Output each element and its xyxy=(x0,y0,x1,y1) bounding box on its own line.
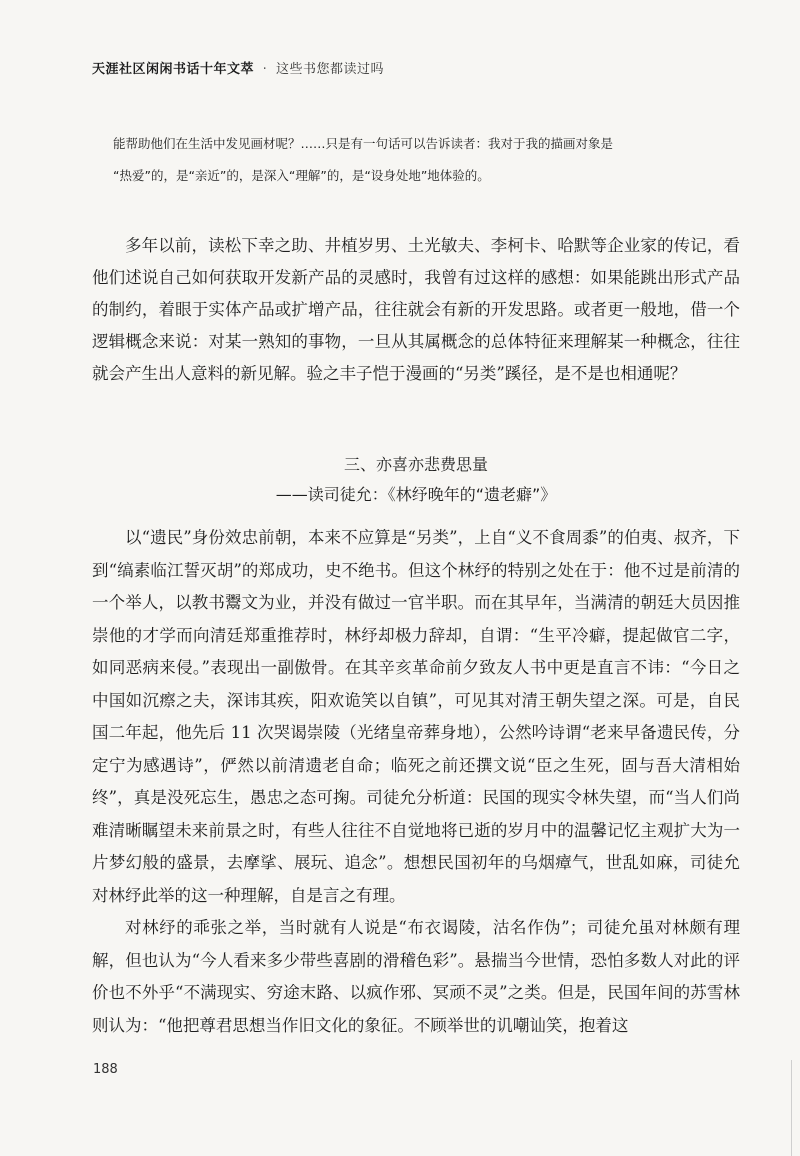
book-title: 天涯社区闲闲书话十年文萃 xyxy=(92,62,255,77)
header-separator: · xyxy=(262,62,268,77)
section-title: 三、亦喜亦悲费思量 xyxy=(343,455,488,474)
quote-line: 能帮助他们在生活中发见画材呢？……只是有一句话可以告诉读者：我对于我的描画对象是 xyxy=(113,136,614,151)
body-paragraph: 以“遗民”身份效忠前朝，本来不应算是“另类”，上自“义不食周黍”的伯夷、叔齐，下到“缟素临江誓灭胡”的郑成功，史不绝书。但这个林纾的特别之处在于：他不过是前清的一个举人，以教书鬻文为业，并没有做过一官半职。而在其早年，当满清的朝廷大员因推崇他的才学而向清廷郑重推荐时，林纾却极力辞却，自谓：“生平冷癖，提起做官二字，如同恶病来侵。”表现出一副傲骨。在其辛亥革命前夕致友人书中更是直言不讳：“今日之中国如沉瘵之夫，深讳其疾，阳欢诡笑以自镇”，可见其对清王朝失望之深。可是，自民国二年起，他先后 11 次哭谒崇陵（光绪皇帝葬身地），公然吟诗谓“老来早备遗民传，分定宁为感遇诗”，俨然以前清遗老自命；临死之前还撰文说“臣之生死，固与吾大清相始终”，真是没死忘生，愚忠之态可掬。司徒允分析道：民国的现实令林失望，而“当人们尚难清晰瞩望未来前景之时，有些人往往不自觉地将已逝的岁月中的温馨记忆主观扩大为一片梦幻般的盛景，去摩挲、展玩、追念”。想想民国初年的乌烟瘴气，世乱如麻，司徒允对林纾此举的这一种理解，自是言之有理。 xyxy=(92,528,740,905)
book-subtitle: 这些书您都读过吗 xyxy=(275,62,384,77)
section-heading xyxy=(92,450,740,510)
running-header xyxy=(92,58,384,77)
section-subtitle: ——读司徒允：《林纾晚年的“遗老癖”》 xyxy=(275,485,557,504)
scan-edge-divider xyxy=(791,1060,792,1156)
page-number: 188 xyxy=(93,1062,118,1077)
intro-paragraph: 多年以前，读松下幸之助、井植岁男、土光敏夫、李柯卡、哈默等企业家的传记，看他们述说自己如何获取开发新产品的灵感时，我曾有过这样的感想：如果能跳出形式产品的制约，着眼于实体产品或扩增产品，往往就会有新的开发思路。或者更一般地，借一个逻辑概念来说：对某一熟知的事物，一旦从其属概念的总体特征来理解某一种概念，往往就会产生出人意料的新见解。验之丰子恺于漫画的“另类”蹊径，是不是也相通呢？ xyxy=(92,236,740,383)
quote-line: “热爱”的，是“亲近”的，是深入“理解”的，是“设身处地”地体验的。 xyxy=(113,168,490,183)
block-quote xyxy=(113,128,713,192)
section-body xyxy=(92,522,740,1042)
body-paragraph: 对林纾的乖张之举，当时就有人说是“布衣谒陵，沽名作伪”；司徒允虽对林颇有理解，但也认为“今人看来多少带些喜剧的滑稽色彩”。悬揣当今世情，恐怕多数人对此的评价也不外乎“不满现实、穷途末路、以疯作邪、冥顽不灵”之类。但是，民国年间的苏雪林则认为：“他把尊君思想当作旧文化的象征。不顾举世的讥嘲讪笑，抱着这 xyxy=(92,918,740,1035)
